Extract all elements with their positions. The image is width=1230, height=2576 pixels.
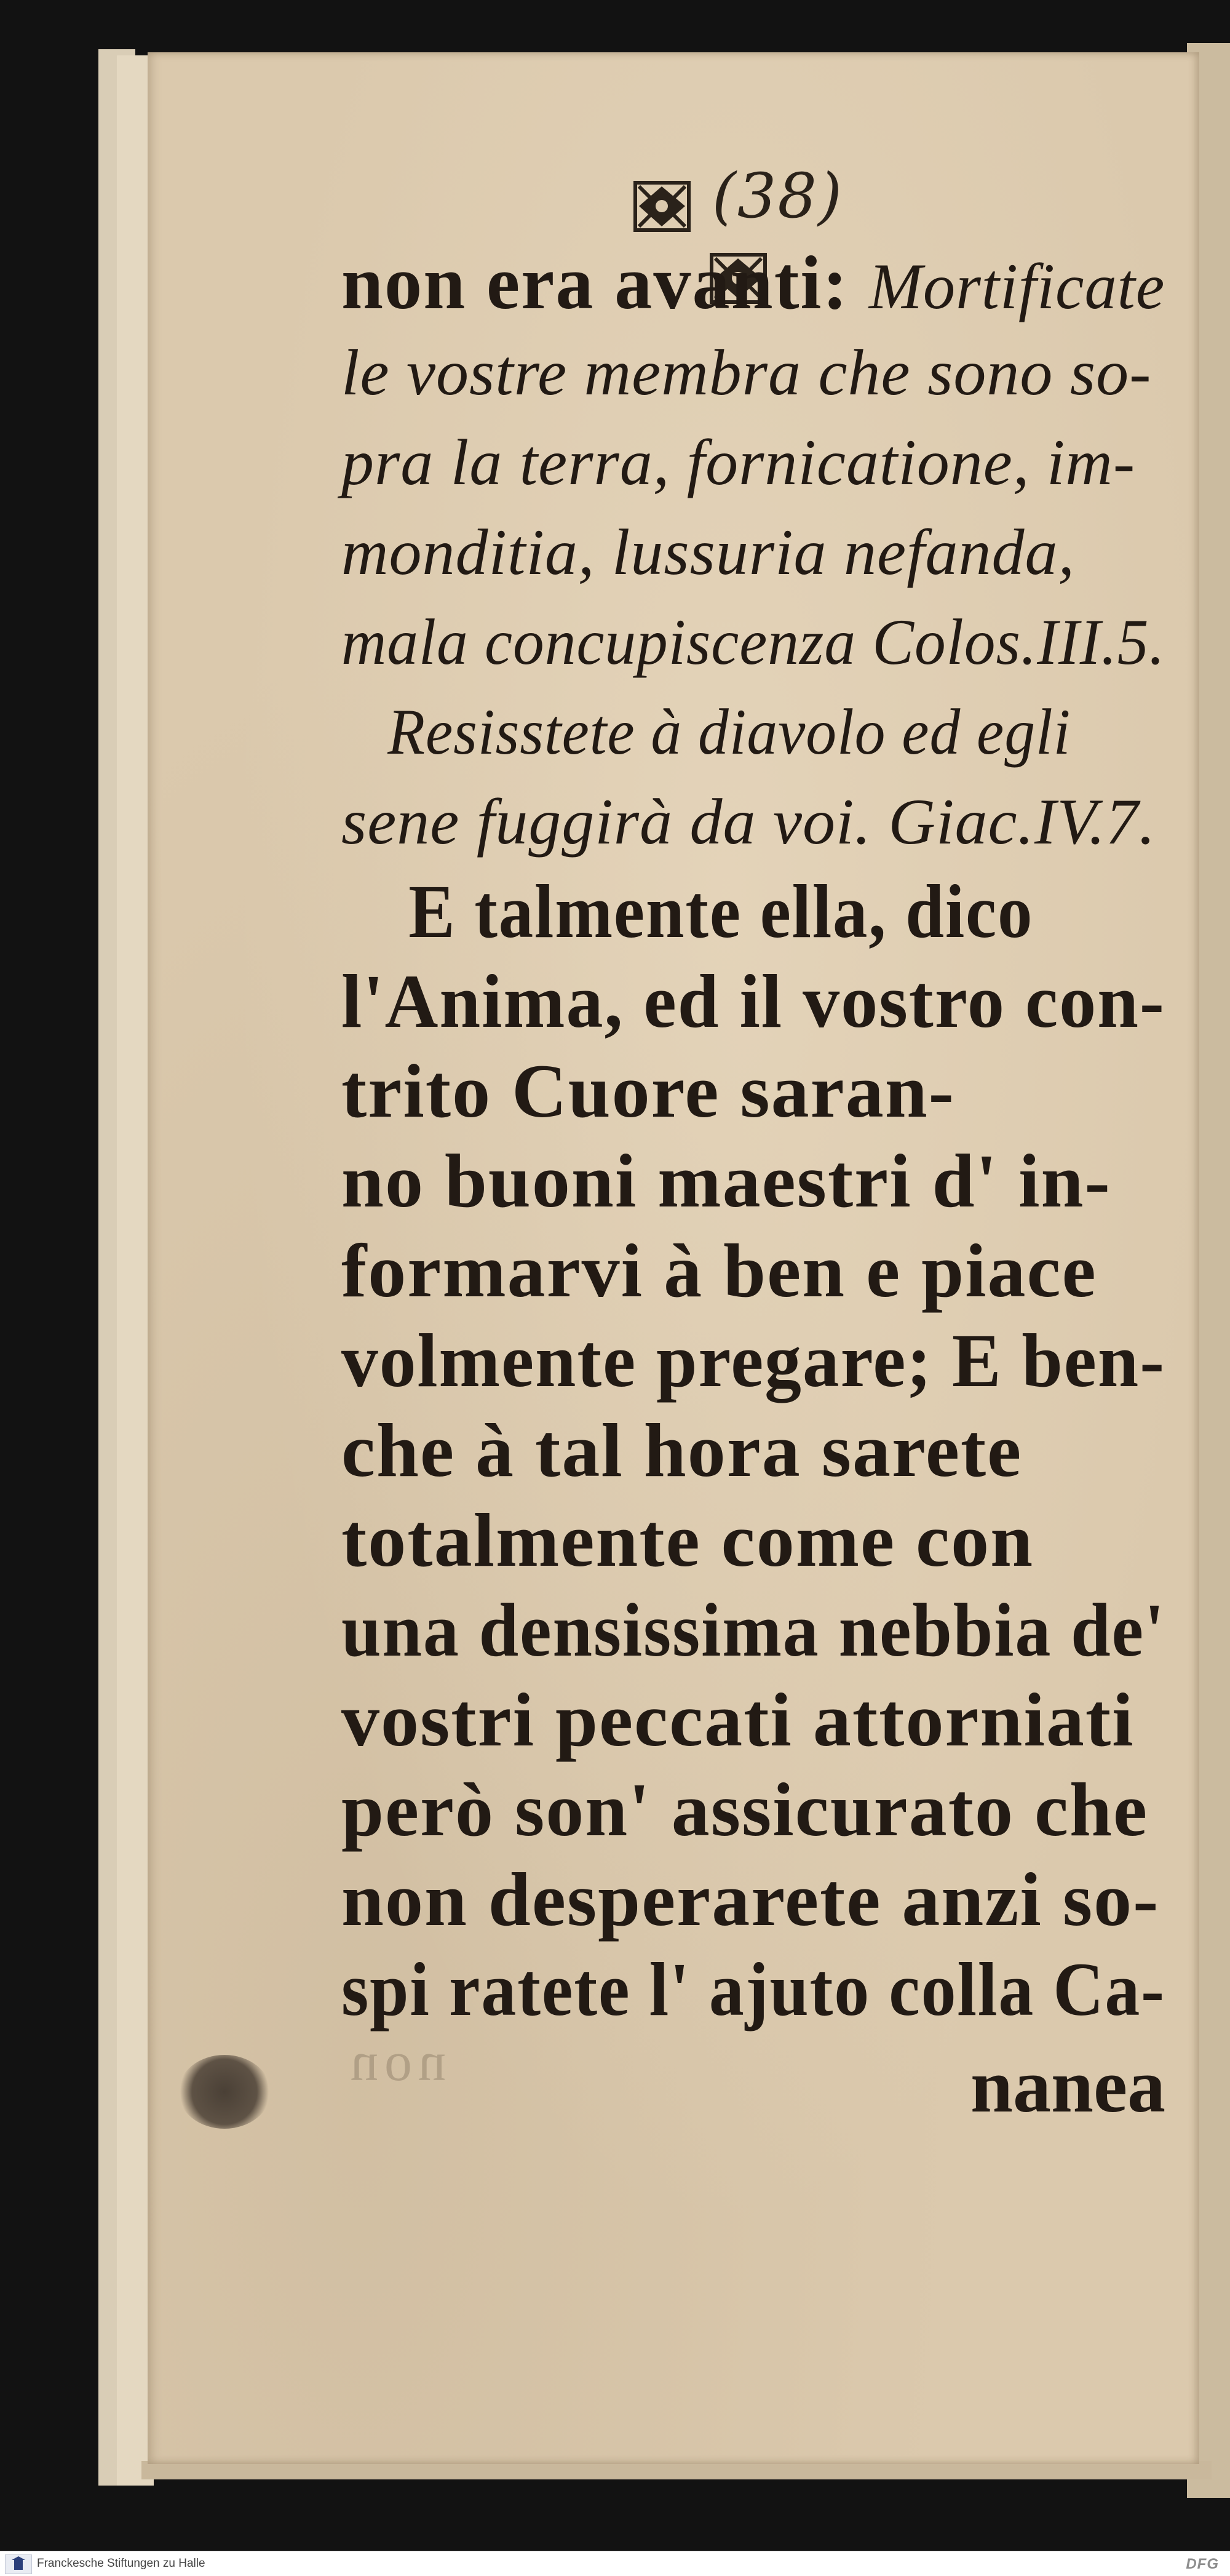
text-line xyxy=(341,1231,1165,1323)
ink-stain xyxy=(178,2055,271,2129)
text-line xyxy=(341,1947,1165,2042)
text-line xyxy=(341,959,1165,1054)
text-line xyxy=(341,869,1159,964)
text-segment: una densissima nebbia de' xyxy=(341,1588,1166,1672)
text-line xyxy=(341,1408,1165,1503)
text-segment: non desperarete anzi so- xyxy=(341,1857,1160,1942)
institution-logo-icon xyxy=(5,2554,32,2574)
text-line xyxy=(341,602,1165,695)
text-segment: no buoni maestri d' in- xyxy=(341,1139,1111,1223)
text-segment: non era avanti: xyxy=(341,241,869,325)
text-line xyxy=(341,1498,1165,1593)
text-segment: Resisstete à diavolo ed egli xyxy=(387,696,1071,768)
catchword: nanea xyxy=(970,2044,1165,2128)
text-segment: che à tal hora sarete xyxy=(341,1408,1023,1493)
text-line xyxy=(341,241,1165,335)
text-line xyxy=(341,1680,1165,1772)
text-segment: spi ratete l' ajuto colla Ca- xyxy=(341,1947,1165,2032)
institution-name: Franckesche Stiftungen zu Halle xyxy=(37,2557,205,2570)
text-segment: Mortificate xyxy=(868,250,1165,322)
text-line xyxy=(341,1318,1165,1413)
text-line xyxy=(341,333,1165,425)
text-line xyxy=(341,782,1165,874)
text-segment: E talmente ella, dico xyxy=(408,869,1034,954)
text-segment: trito Cuore saran- xyxy=(341,1049,955,1133)
text-segment: monditia, lussuria nefanda, xyxy=(341,516,1076,588)
text-segment: vostri peccati attorniati xyxy=(341,1678,1135,1762)
text-line xyxy=(341,423,1165,515)
text-segment: sene fuggirà da voi. Giac.IV.7. xyxy=(341,786,1156,858)
text-segment: però son' assicurato che xyxy=(341,1768,1149,1852)
page-number: (38) xyxy=(712,160,844,232)
text-segment: volmente pregare; E ben- xyxy=(341,1318,1165,1403)
text-line xyxy=(341,692,1162,784)
text-segment: totalmente come con xyxy=(341,1498,1034,1582)
text-line xyxy=(341,1141,1165,1234)
text-segment: l'Anima, ed il vostro con- xyxy=(341,959,1165,1043)
text-segment: pra la terra, fornicatione, im- xyxy=(341,426,1136,498)
text-line xyxy=(341,1588,1166,1683)
dfg-logo: DFG xyxy=(1186,2556,1219,2572)
bleed-through-text: non xyxy=(344,2032,446,2092)
text-line xyxy=(341,1051,1165,1144)
text-line xyxy=(341,1857,1165,1952)
text-line xyxy=(341,1770,1165,1862)
text-segment: formarvi à ben e piace xyxy=(341,1229,1097,1313)
text-line xyxy=(341,512,1165,605)
ornament-left-icon xyxy=(633,175,691,228)
viewer-footer xyxy=(0,2551,1230,2576)
text-segment: mala concupiscenza Colos.III.5. xyxy=(341,606,1165,678)
text-segment: le vostre membra che sono so- xyxy=(341,337,1152,409)
